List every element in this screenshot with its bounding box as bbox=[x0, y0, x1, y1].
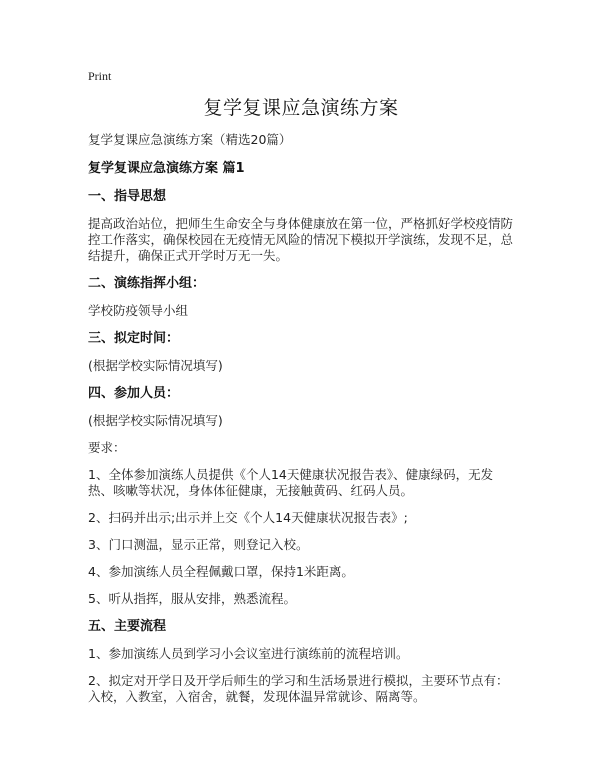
process-item-2: 2、拟定对开学日及开学后师生的学习和生活场景进行模拟，主要环节点有：入校，入教室，入宿舍，就餐，发现体温异常就诊、隔离等。 bbox=[88, 673, 509, 704]
document-page bbox=[88, 68, 514, 716]
requirement-item-5: 5、听从指挥，服从安排，熟悉流程。 bbox=[88, 591, 296, 606]
heading-command-group: 二、演练指挥小组： bbox=[88, 276, 206, 291]
requirement-item-1: 1、全体参加演练人员提供《个人14天健康状况报告表》、健康绿码，无发热、咳嗽等状况，身体体征健康，无接触黄码、红码人员。 bbox=[88, 467, 494, 498]
document-subtitle: 复学复课应急演练方案（精选20篇） bbox=[88, 132, 292, 147]
print-label: Print bbox=[88, 69, 112, 83]
requirement-item-3: 3、门口测温，显示正常，则登记入校。 bbox=[88, 537, 309, 552]
heading-scheduled-time: 三、拟定时间： bbox=[88, 331, 180, 346]
requirement-item-2: 2、扫码并出示;出示并上交《个人14天健康状况报告表》; bbox=[88, 510, 408, 525]
paragraph-command-group: 学校防疫领导小组 bbox=[88, 303, 189, 318]
heading-participants: 四、参加人员： bbox=[88, 386, 180, 401]
section-title: 复学复课应急演练方案 篇1 bbox=[88, 161, 245, 176]
heading-guiding-ideology: 一、指导思想 bbox=[88, 189, 167, 204]
paragraph-participants: (根据学校实际情况填写) bbox=[88, 413, 223, 428]
requirement-item-4: 4、参加演练人员全程佩戴口罩，保持1米距离。 bbox=[88, 564, 354, 579]
document-title: 复学复课应急演练方案 bbox=[203, 97, 399, 119]
heading-main-process: 五、主要流程 bbox=[88, 619, 167, 634]
requirements-label: 要求： bbox=[88, 440, 126, 455]
process-item-1: 1、参加演练人员到学习小会议室进行演练前的流程培训。 bbox=[88, 646, 409, 661]
paragraph-guiding-ideology: 提高政治站位，把师生生命安全与身体健康放在第一位，严格抓好学校疫情防控工作落实，确保校园在无疫情无风险的情况下模拟开学演练，发现不足，总结提升，确保正式开学时万无一失。 bbox=[88, 216, 514, 263]
paragraph-scheduled-time: (根据学校实际情况填写) bbox=[88, 358, 223, 373]
